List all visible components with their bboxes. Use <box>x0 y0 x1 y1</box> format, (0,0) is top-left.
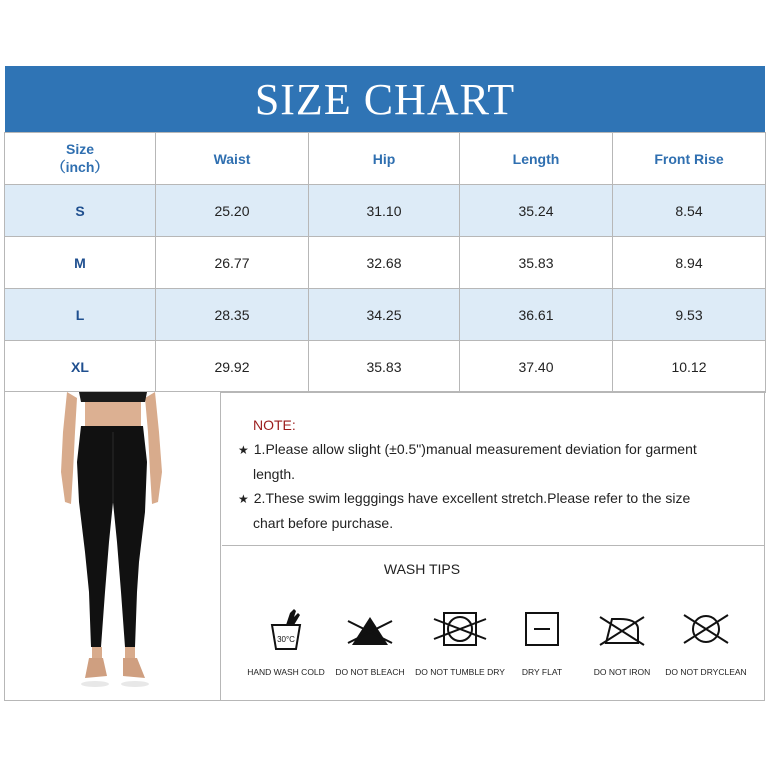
note-text-line2: length. <box>253 466 296 482</box>
size-table <box>4 132 766 393</box>
length-cell: 37.40 <box>460 341 613 393</box>
info-panel <box>4 391 765 701</box>
front-rise-cell: 8.54 <box>613 185 766 237</box>
size-cell: XL <box>5 341 156 393</box>
star-icon: ★ <box>238 492 249 506</box>
waist-cell: 26.77 <box>156 237 309 289</box>
hip-cell: 34.25 <box>309 289 460 341</box>
hand-wash-temp: 30°C <box>277 635 295 644</box>
dry-flat-icon <box>512 609 572 649</box>
wash-tips-section <box>222 547 764 700</box>
table-header-row <box>5 133 766 185</box>
column-header-length: Length <box>460 133 613 185</box>
front-rise-cell: 10.12 <box>613 341 766 393</box>
wash-tips-title: WASH TIPS <box>383 561 461 577</box>
length-cell: 35.83 <box>460 237 613 289</box>
note-item <box>238 486 738 535</box>
column-header-front-rise: Front Rise <box>613 133 766 185</box>
notes-section <box>222 392 764 546</box>
table-row <box>5 237 766 289</box>
size-cell: S <box>5 185 156 237</box>
page-title: SIZE CHART <box>254 74 516 124</box>
length-cell: 36.61 <box>460 289 613 341</box>
do-not-bleach-icon <box>340 609 400 649</box>
table-row <box>5 185 766 237</box>
dry-flat-label: DRY FLAT <box>521 667 563 677</box>
front-rise-cell: 9.53 <box>613 289 766 341</box>
note-text-line1: 2.These swim legggings have excellent stretch.Please refer to the size <box>253 490 691 506</box>
note-title: NOTE: <box>253 417 296 433</box>
length-cell: 35.24 <box>460 185 613 237</box>
do-not-dryclean-label: DO NOT DRYCLEAN <box>665 667 747 677</box>
waist-cell: 25.20 <box>156 185 309 237</box>
size-cell: M <box>5 237 156 289</box>
do-not-iron-icon <box>592 609 652 649</box>
do-not-tumble-dry-icon <box>430 609 490 649</box>
note-text-line2: chart before purchase. <box>253 515 394 531</box>
table-row <box>5 289 766 341</box>
size-chart-banner <box>5 66 765 132</box>
star-icon: ★ <box>238 443 249 457</box>
hip-cell: 35.83 <box>309 341 460 393</box>
table-row <box>5 341 766 393</box>
hand-wash-icon <box>256 609 316 649</box>
waist-cell: 28.35 <box>156 289 309 341</box>
hip-cell: 31.10 <box>309 185 460 237</box>
do-not-bleach-label: DO NOT BLEACH <box>335 667 405 677</box>
column-header-size-unit: （inch） <box>51 158 109 175</box>
column-header-size-label: Size <box>65 140 94 157</box>
hip-cell: 32.68 <box>309 237 460 289</box>
front-rise-cell: 8.94 <box>613 237 766 289</box>
do-not-tumble-dry-label: DO NOT TUMBLE DRY <box>415 667 505 677</box>
hand-wash-label: HAND WASH COLD <box>247 667 325 677</box>
note-item <box>238 437 738 486</box>
column-header-size <box>5 133 156 185</box>
do-not-dryclean-icon <box>676 609 736 649</box>
product-photo <box>5 392 221 700</box>
column-header-hip: Hip <box>309 133 460 185</box>
model-wearing-leggings-image <box>5 392 221 700</box>
do-not-iron-label: DO NOT IRON <box>593 667 651 677</box>
note-text-line1: 1.Please allow slight (±0.5")manual measurement deviation for garment <box>253 441 697 457</box>
waist-cell: 29.92 <box>156 341 309 393</box>
size-cell: L <box>5 289 156 341</box>
column-header-waist: Waist <box>156 133 309 185</box>
